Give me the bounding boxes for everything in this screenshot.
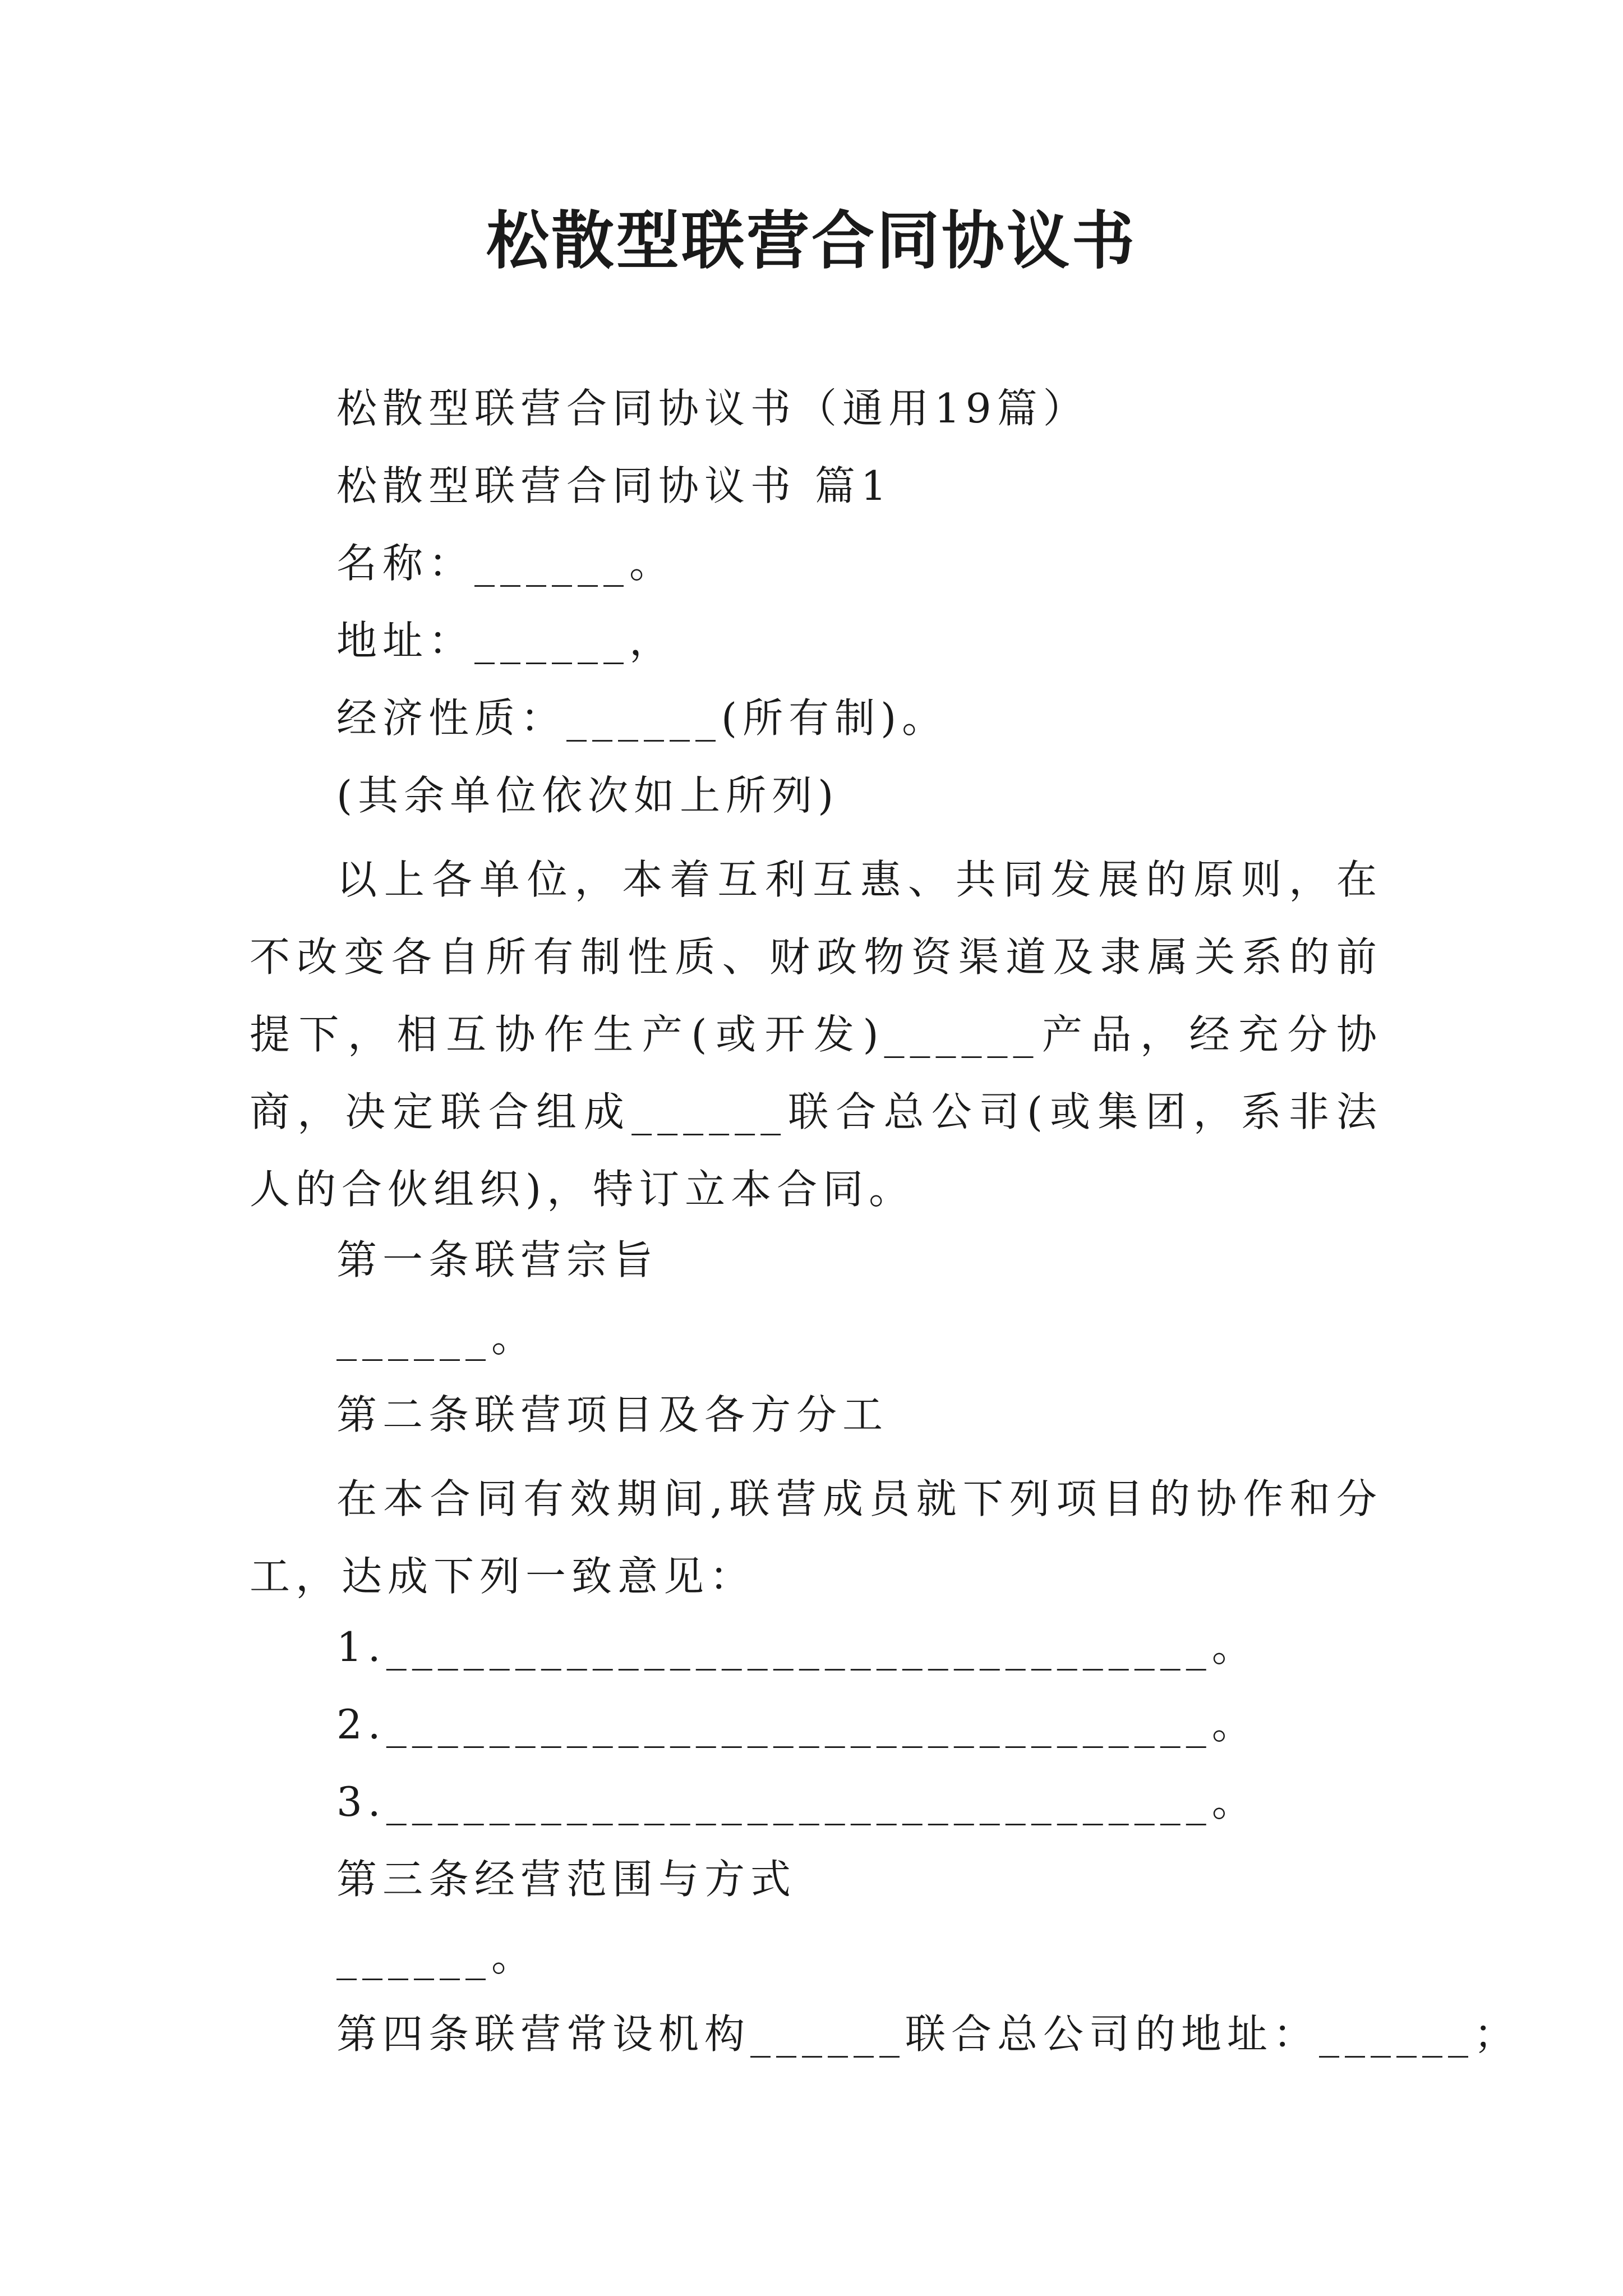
article-3-blank: ______。: [336, 1933, 538, 1980]
article-2-paragraph: 在本合同有效期间,联营成员就下列项目的协作和分工，达成下列一致意见：: [250, 1475, 1382, 1600]
article-2-heading: 第二条联营项目及各方分工: [336, 1391, 889, 1438]
name-field-line: 名称：______。: [336, 540, 676, 587]
list-item: 2.________________________________。: [336, 1701, 1258, 1748]
intro-paragraph: 以上各单位，本着互利互惠、共同发展的原则，在不改变各自所有制性质、财政物资渠道及隶属关系的前提下，相互协作生产(或开发)______产品，经充分协商，决定联合组成______联合总公司(或集团，系非法人的合伙组织)，特订立本合同。: [250, 856, 1382, 1213]
article-1-heading: 第一条联营宗旨: [336, 1236, 659, 1283]
economic-nature-line: 经济性质：______(所有制)。: [336, 694, 948, 742]
address-field-line: 地址：______，: [336, 617, 676, 664]
other-units-note: (其余单位依次如上所列): [336, 772, 840, 819]
document-title: 松散型联营合同协议书: [486, 204, 1137, 278]
list-item: 1.________________________________。: [336, 1623, 1258, 1671]
subtitle-line: 松散型联营合同协议书（通用19篇）: [336, 385, 1089, 432]
article-4-line: 第四条联营常设机构______联合总公司的地址：______；: [336, 2010, 1520, 2058]
section-heading: 松散型联营合同协议书 篇1: [336, 462, 892, 509]
list-item: 3.________________________________。: [336, 1778, 1258, 1825]
article-3-heading: 第三条经营范围与方式: [336, 1856, 797, 1903]
article-1-blank: ______。: [336, 1314, 538, 1361]
